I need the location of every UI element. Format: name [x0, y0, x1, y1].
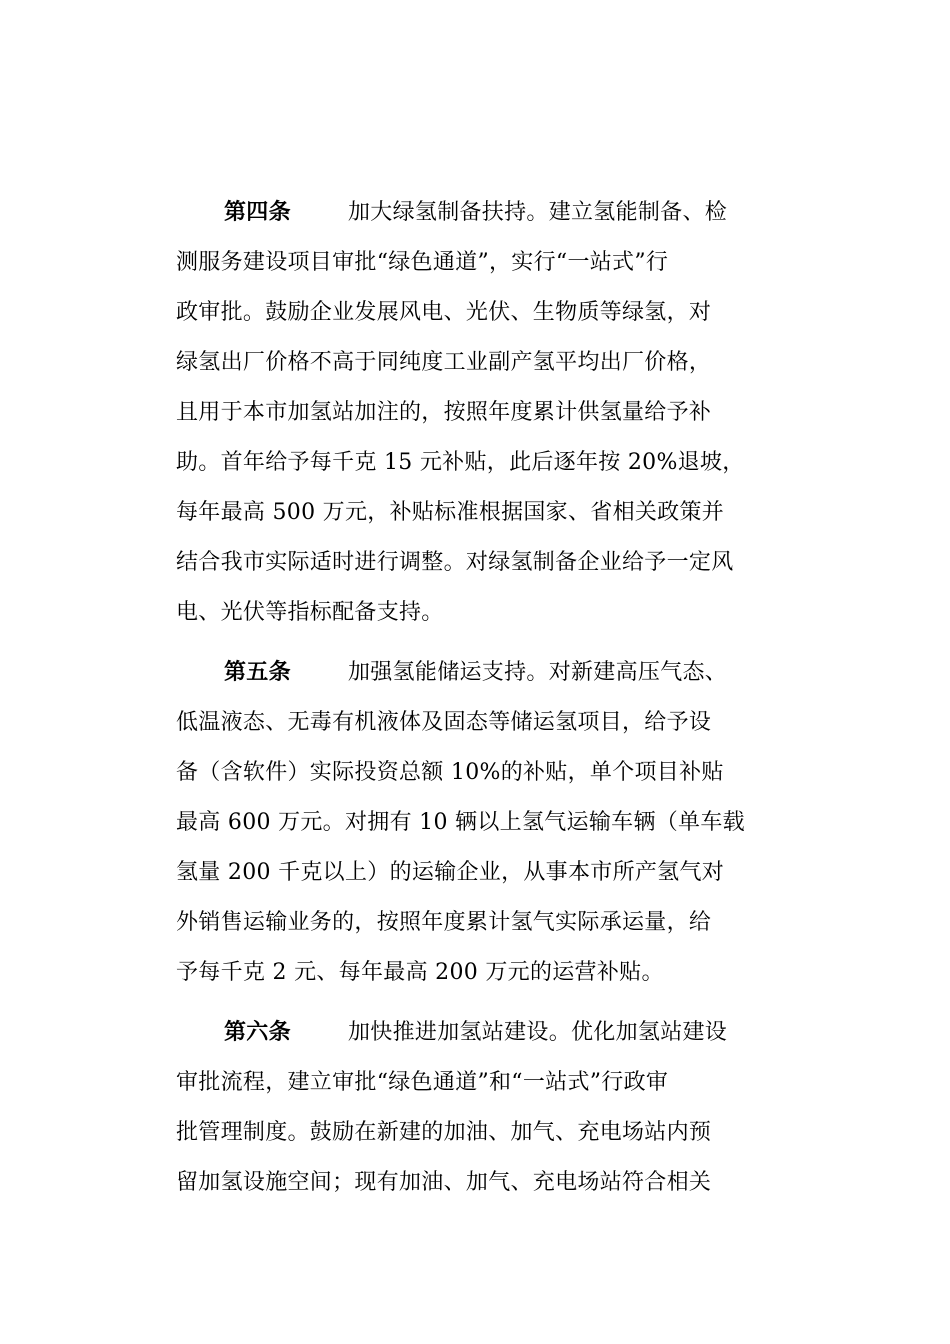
article-6-paragraph — [176, 1008, 776, 1208]
line-text: 加快推进加氢站建设。优化加氢站建设 — [348, 1020, 728, 1045]
paragraph-first-line — [176, 1008, 776, 1058]
article-heading: 第四条 — [224, 200, 291, 225]
paragraph-line: 电、光伏等指标配备支持。 — [176, 600, 444, 625]
article-5-paragraph — [176, 648, 776, 998]
paragraph-line: 助。首年给予每千克 15 元补贴，此后逐年按 20%退坡， — [176, 450, 745, 475]
paragraph-line: 备（含软件）实际投资总额 10%的补贴，单个项目补贴 — [176, 760, 724, 785]
article-4-paragraph — [176, 188, 776, 638]
paragraph-line: 且用于本市加氢站加注的，按照年度累计供氢量给予补 — [176, 400, 712, 425]
paragraph-line: 氢量 200 千克以上）的运输企业，从事本市所产氢气对 — [176, 860, 725, 885]
paragraph-first-line — [176, 648, 776, 698]
paragraph-line: 政审批。鼓励企业发展风电、光伏、生物质等绿氢，对 — [176, 300, 712, 325]
line-text: 加强氢能储运支持。对新建高压气态、 — [348, 660, 728, 685]
paragraph-first-line — [176, 188, 776, 238]
paragraph-line: 绿氢出厂价格不高于同纯度工业副产氢平均出厂价格， — [176, 350, 712, 375]
paragraph-line: 低温液态、无毒有机液体及固态等储运氢项目，给予设 — [176, 710, 712, 735]
paragraph-line: 审批流程，建立审批“绿色通道”和“一站式”行政审 — [176, 1070, 669, 1095]
line-text: 加大绿氢制备扶持。建立氢能制备、检 — [348, 200, 728, 225]
paragraph-line: 测服务建设项目审批“绿色通道”，实行“一站式”行 — [176, 250, 669, 275]
paragraph-line: 外销售运输业务的，按照年度累计氢气实际承运量，给 — [176, 910, 712, 935]
paragraph-line: 结合我市实际适时进行调整。对绿氢制备企业给予一定风 — [176, 550, 734, 575]
article-heading: 第五条 — [224, 660, 291, 685]
paragraph-line: 留加氢设施空间；现有加油、加气、充电场站符合相关 — [176, 1170, 712, 1195]
article-heading: 第六条 — [224, 1020, 291, 1045]
paragraph-line: 每年最高 500 万元，补贴标准根据国家、省相关政策并 — [176, 500, 725, 525]
paragraph-line: 最高 600 万元。对拥有 10 辆以上氢气运输车辆（单车载 — [176, 810, 745, 835]
paragraph-line: 予每千克 2 元、每年最高 200 万元的运营补贴。 — [176, 960, 664, 985]
paragraph-line: 批管理制度。鼓励在新建的加油、加气、充电场站内预 — [176, 1120, 712, 1145]
